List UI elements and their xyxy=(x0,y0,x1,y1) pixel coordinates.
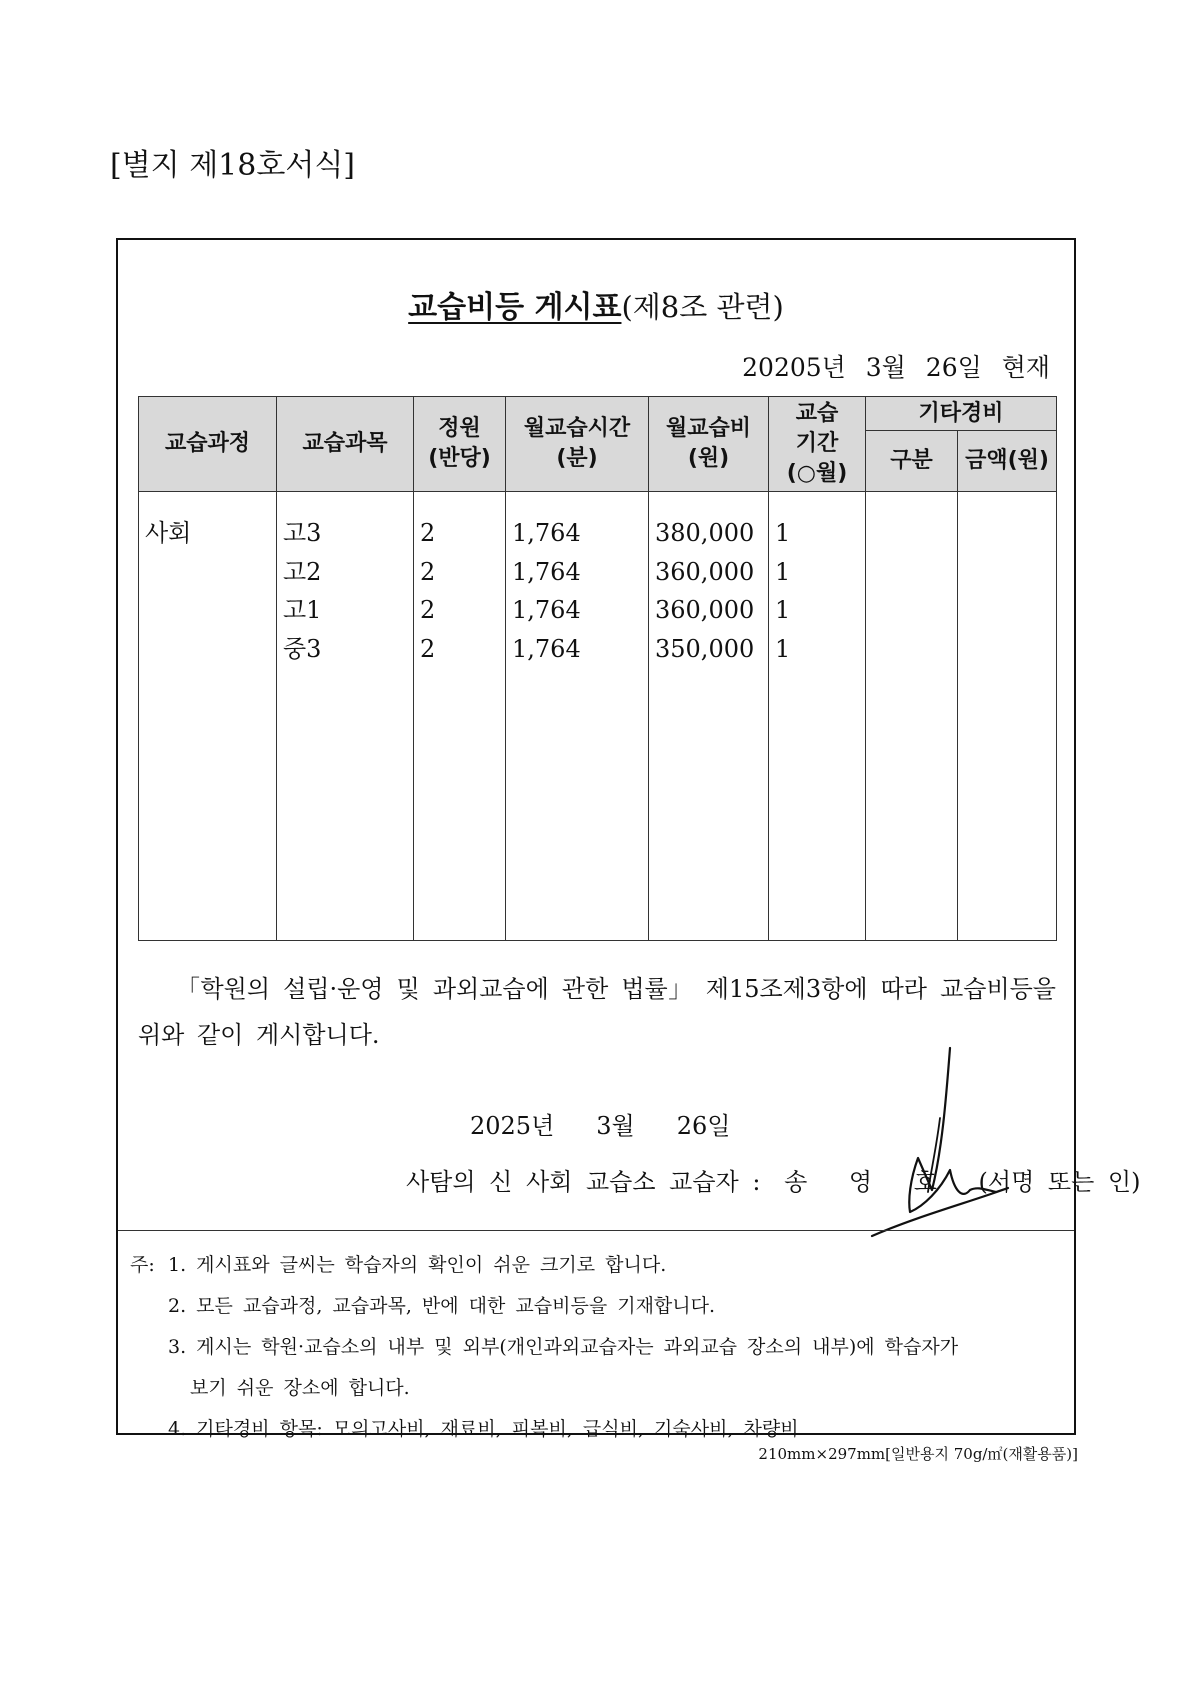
form-label: [별지 제18호서식] xyxy=(110,148,355,183)
capacity-value: 2 xyxy=(420,557,436,586)
document-title xyxy=(118,282,1074,326)
fee-value: 360,000 xyxy=(655,596,755,624)
capacity-cell xyxy=(414,492,506,941)
fee-value: 350,000 xyxy=(655,634,755,663)
capacity-value: 2 xyxy=(420,634,436,663)
title-main: 교습비등 게시표 xyxy=(408,290,622,325)
note-item: 2. 모든 교습과정, 교습과목, 반에 대한 교습비등을 기재합니다. xyxy=(168,1295,716,1317)
fee-value: 380,000 xyxy=(655,519,755,547)
note-item: 1. 게시표와 글씨는 학습자의 확인이 쉬운 크기로 합니다. xyxy=(168,1254,667,1276)
course-value: 사회 xyxy=(145,519,192,547)
signing-month: 3월 xyxy=(596,1112,635,1140)
capacity-value: 2 xyxy=(420,519,436,547)
signer-name: 송 영 호 xyxy=(784,1168,951,1196)
paper-spec: 210mm×297mm[일반용지 70g/㎡(재활용품)] xyxy=(758,1445,1078,1463)
hours-value: 1,764 xyxy=(512,557,581,586)
fee-value: 360,000 xyxy=(655,557,755,586)
period-value: 1 xyxy=(775,519,791,547)
header-course: 교습과정 xyxy=(139,397,277,492)
signing-day: 26일 xyxy=(676,1112,731,1140)
period-value: 1 xyxy=(775,596,791,624)
signing-date xyxy=(470,1106,772,1141)
notes-section xyxy=(130,1245,1060,1450)
header-fee-text: 월교습비 (원) xyxy=(665,416,751,471)
hours-value: 1,764 xyxy=(512,596,581,624)
header-category: 구분 xyxy=(866,431,958,492)
fee-cell xyxy=(649,492,769,941)
header-period-text: 교습 기간 (○월) xyxy=(786,401,848,486)
header-capacity-text: 정원 (반당) xyxy=(428,416,491,471)
note-item: 4. 기타경비 항목: 모의고사비, 재료비, 피복비, 급식비, 기숙사비, 차량비 xyxy=(168,1418,799,1440)
header-subject: 교습과목 xyxy=(277,397,414,492)
subject-value: 중3 xyxy=(283,634,322,663)
signature-stroke xyxy=(872,1048,1008,1236)
subject-value: 고1 xyxy=(283,596,322,624)
subject-value: 고3 xyxy=(283,519,322,547)
header-capacity xyxy=(414,397,506,492)
header-monthly-fee xyxy=(649,397,769,492)
hours-value: 1,764 xyxy=(512,519,581,547)
course-cell xyxy=(139,492,277,941)
note-item: 3. 게시는 학원·교습소의 내부 및 외부(개인과외교습자는 과외교습 장소의 내부)에 학습자가 xyxy=(168,1336,959,1358)
as-of-date: 20205년 3월 26일 현재 xyxy=(742,353,1050,382)
capacity-value: 2 xyxy=(420,596,436,624)
subject-value: 고2 xyxy=(283,557,322,586)
period-cell xyxy=(769,492,866,941)
header-other-expenses: 기타경비 xyxy=(866,397,1057,431)
category-cell xyxy=(866,492,958,941)
signing-year: 2025년 xyxy=(470,1112,555,1140)
header-period xyxy=(769,397,866,492)
header-amount: 금액(원) xyxy=(958,431,1057,492)
fee-table xyxy=(138,396,1057,941)
hours-value: 1,764 xyxy=(512,634,581,663)
handwritten-signature xyxy=(858,1040,1058,1240)
notes-divider xyxy=(118,1230,1074,1231)
header-hours-text: 월교습시간 (분) xyxy=(523,416,631,471)
period-value: 1 xyxy=(775,634,791,663)
notice-frame xyxy=(116,238,1141,1440)
signature-placeholder: (서명 또는 인) xyxy=(978,1168,1141,1196)
amount-cell xyxy=(958,492,1057,941)
hours-cell xyxy=(506,492,649,941)
notes-lead: 주: xyxy=(130,1254,155,1276)
title-sub: (제8조 관련) xyxy=(621,290,784,324)
header-monthly-hours xyxy=(506,397,649,492)
note-item: 보기 쉬운 장소에 합니다. xyxy=(190,1377,410,1399)
legal-statement: 「학원의 설립·운영 및 과외교습에 관한 법률」 제15조제3항에 따라 교습비등을 위와 같이 게시합니다. xyxy=(138,975,1056,1049)
period-value: 1 xyxy=(775,557,791,586)
subject-cell xyxy=(277,492,414,941)
signer-label: 사탐의 신 사회 교습소 교습자 : xyxy=(406,1168,761,1196)
